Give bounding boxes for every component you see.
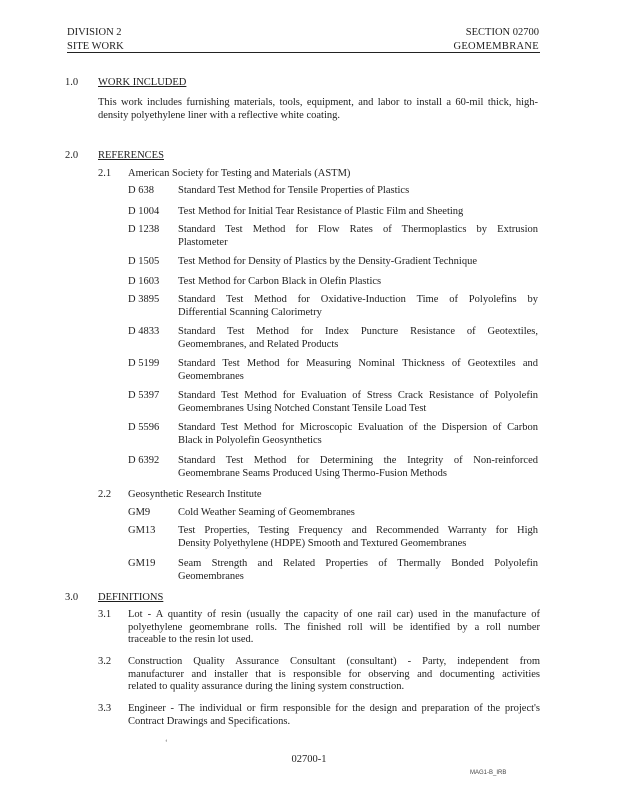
astm-reference-code: D 1603 — [128, 276, 160, 287]
section-heading-definitions: DEFINITIONS — [98, 592, 164, 603]
astm-reference-description-line: Test Method for Carbon Black in Olefin Plastics — [178, 276, 382, 287]
division-label: DIVISION 2 — [67, 27, 122, 38]
scan-artifact-mark: ‘ — [165, 738, 168, 747]
astm-reference-description — [178, 326, 538, 351]
astm-reference-description-line: Geomembranes Using Notched Constant Tensile Load Test — [178, 402, 427, 414]
definition-text — [128, 656, 540, 694]
gri-reference-description — [178, 558, 538, 583]
astm-reference-description-line: Test Method for Initial Tear Resistance of Plastic Film and Sheeting — [178, 206, 464, 217]
document-stamp: MAG1-B_IRB — [470, 770, 507, 776]
gri-reference-code: GM13 — [128, 525, 156, 536]
astm-reference-code: D 5199 — [128, 358, 160, 369]
astm-reference-description — [178, 276, 538, 289]
work-included-line-2: density polyethylene liner with a reflective white coating. — [98, 109, 341, 121]
astm-reference-description-line: Standard Test Method for Evaluation of Stress Crack Resistance of Polyolefin — [178, 390, 538, 401]
astm-reference-description-line: Standard Test Method for Determining the Integrity of Non-reinforced — [178, 455, 538, 466]
astm-reference-description — [178, 422, 538, 447]
gri-reference-description — [178, 507, 538, 520]
astm-reference-code: D 3895 — [128, 294, 160, 305]
gri-reference-code: GM19 — [128, 558, 156, 569]
astm-reference-description — [178, 185, 538, 198]
astm-reference-description-line: Standard Test Method for Tensile Properties of Plastics — [178, 185, 410, 196]
astm-reference-description-line: Standard Test Method for Oxidative-Induction Time of Polyolefins by — [178, 294, 538, 305]
gri-reference-description-line: Test Properties, Testing Frequency and Recommended Warranty for High — [178, 525, 538, 536]
astm-reference-description — [178, 206, 538, 219]
astm-reference-code: D 5596 — [128, 422, 160, 433]
section-number-1: 1.0 — [65, 77, 79, 88]
definition-number: 3.1 — [98, 609, 112, 620]
gri-reference-code: GM9 — [128, 507, 151, 518]
definition-number: 3.3 — [98, 703, 112, 714]
gri-reference-description — [178, 525, 538, 550]
subsection-title-astm: American Society for Testing and Materials (ASTM) — [128, 168, 351, 179]
section-heading-work-included: WORK INCLUDED — [98, 77, 187, 88]
astm-reference-description-line: Geomembranes — [178, 370, 244, 382]
definition-number: 3.2 — [98, 656, 112, 667]
subsection-number-2-2: 2.2 — [98, 489, 112, 500]
astm-reference-description-line: Standard Test Method for Flow Rates of Thermoplastics by Extrusion — [178, 224, 538, 235]
site-work-label: SITE WORK — [67, 41, 124, 52]
definition-text-line: Lot - A quantity of resin (usually the capacity of one rail car) used in the manufacture of — [128, 609, 540, 620]
astm-reference-code: D 1505 — [128, 256, 160, 267]
astm-reference-description-line: Geomembrane Seams Produced Using Thermo-Fusion Methods — [178, 467, 447, 479]
work-included-text — [98, 97, 538, 122]
astm-reference-code: D 6392 — [128, 455, 160, 466]
astm-reference-description-line: Standard Test Method for Measuring Nominal Thickness of Geotextiles and — [178, 358, 538, 369]
definition-text-line: Construction Quality Assurance Consultant (consultant) - Party, independent from — [128, 656, 540, 667]
astm-reference-description-line: Test Method for Density of Plastics by the Density-Gradient Technique — [178, 256, 477, 267]
astm-reference-description-line: Black in Polyolefin Geosynthetics — [178, 434, 322, 446]
astm-reference-code: D 1004 — [128, 206, 160, 217]
astm-reference-code: D 1238 — [128, 224, 160, 235]
subsection-title-gri: Geosynthetic Research Institute — [128, 489, 262, 500]
page-number: 02700-1 — [291, 754, 327, 765]
definition-text — [128, 609, 540, 647]
gri-reference-description-line: Density Polyethylene (HDPE) Smooth and Textured Geomembranes — [178, 537, 467, 549]
subsection-number-2-1: 2.1 — [98, 168, 112, 179]
astm-reference-description-line: Standard Test Method for Index Puncture Resistance of Geotextiles, — [178, 326, 538, 337]
astm-reference-code: D 4833 — [128, 326, 160, 337]
section-number-3: 3.0 — [65, 592, 79, 603]
astm-reference-code: D 5397 — [128, 390, 160, 401]
definition-text-line: traceable to the resin lot used. — [128, 634, 254, 645]
definition-text-line: polyethylene geomembrane rolls. The finished roll will be identified by a roll number — [128, 621, 540, 633]
astm-reference-description — [178, 390, 538, 415]
section-heading-references: REFERENCES — [98, 150, 164, 161]
gri-reference-description-line: Cold Weather Seaming of Geomembranes — [178, 507, 355, 518]
astm-reference-description — [178, 224, 538, 249]
gri-reference-description-line: Seam Strength and Related Properties of Thermally Bonded Polyolefin — [178, 558, 538, 569]
astm-reference-description — [178, 256, 538, 269]
definition-text-line: Engineer - The individual or firm responsible for the design and preparation of the project's — [128, 703, 540, 714]
definition-text-line: Contract Drawings and Specifications. — [128, 715, 291, 727]
astm-reference-description-line: Differential Scanning Calorimetry — [178, 306, 322, 318]
section-title: GEOMEMBRANE — [453, 41, 539, 52]
astm-reference-description — [178, 358, 538, 383]
astm-reference-code: D 638 — [128, 185, 154, 196]
astm-reference-description-line: Plastometer — [178, 236, 228, 248]
astm-reference-description — [178, 294, 538, 319]
astm-reference-description — [178, 455, 538, 480]
work-included-line-1: This work includes furnishing materials, tools, equipment, and labor to install a 60-mil thick, high- — [98, 97, 538, 108]
gri-reference-description-line: Geomembranes — [178, 570, 244, 582]
definition-text — [128, 703, 540, 728]
section-number: SECTION 02700 — [465, 27, 539, 38]
section-number-2: 2.0 — [65, 150, 79, 161]
definition-text-line: related to quality assurance during the lining system construction. — [128, 681, 405, 692]
astm-reference-description-line: Standard Test Method for Microscopic Evaluation of the Dispersion of Carbon — [178, 422, 538, 433]
definition-text-line: manufacturer and installer that is responsible for observing and documenting activities — [128, 668, 540, 680]
astm-reference-description-line: Geomembranes, and Related Products — [178, 338, 339, 350]
